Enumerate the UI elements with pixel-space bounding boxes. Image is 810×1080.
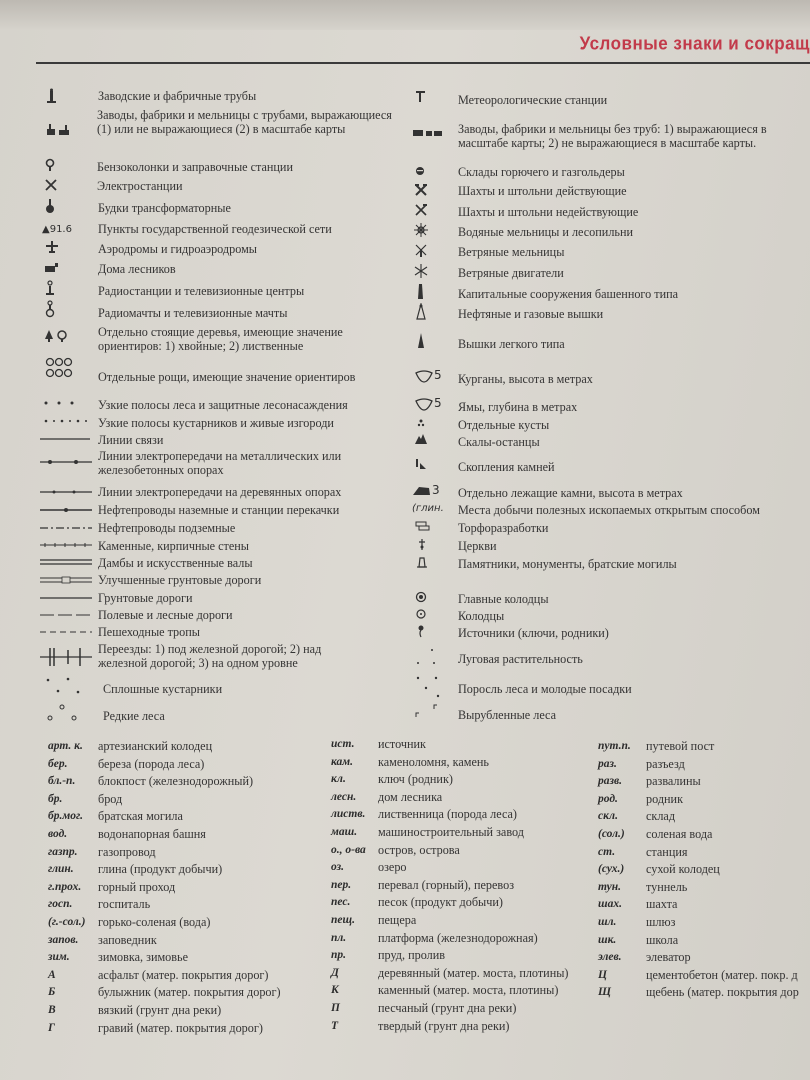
- legend-item: Улучшенные грунтовые дороги: [98, 573, 262, 587]
- continuous-shrubs-icon: [44, 675, 84, 699]
- abbreviation-definition: зимовка, зимовье: [98, 950, 189, 964]
- communication-line-icon: [40, 434, 92, 444]
- abbreviation: тун.: [598, 881, 622, 893]
- legend-item: Заводские и фабричные трубы: [98, 89, 257, 103]
- power-station-icon: [44, 178, 58, 192]
- legend-item: Нефтепроводы наземные и станции перекачки: [98, 503, 340, 517]
- abbreviation-definition: машиностроительный завод: [378, 825, 524, 839]
- pipeline-surface-icon: [40, 505, 94, 515]
- abbreviation: бр.: [48, 793, 63, 805]
- abbreviation-definition: братская могила: [98, 809, 183, 823]
- abbreviation-definition: станция: [646, 845, 688, 859]
- power-line-metal-icon: [40, 457, 94, 467]
- pipeline-underground-icon: [40, 523, 94, 533]
- abbreviation: ист.: [331, 738, 355, 750]
- mound-icon: [414, 368, 442, 383]
- peat-icon: [414, 520, 430, 532]
- abbreviation: пр.: [331, 949, 347, 961]
- abbreviation: арт. к.: [48, 740, 83, 752]
- legend-item: Радиомачты и телевизионные мачты: [98, 306, 288, 320]
- legend-item: Луговая растительность: [458, 652, 583, 666]
- abbreviation: вод.: [48, 828, 68, 840]
- abbreviation-definition: ключ (родник): [378, 772, 453, 786]
- legend-item: Полевые и лесные дороги: [98, 608, 233, 622]
- improved-road-icon: [40, 575, 94, 585]
- boulder-height: 3: [432, 483, 440, 497]
- legend-item: Линии электропередачи на деревянных опорах: [98, 485, 342, 499]
- legend-item: Нефтяные и газовые вышки: [458, 307, 604, 321]
- legend-item: Источники (ключи, родники): [458, 626, 609, 640]
- abbreviation-definition: цементобетон (матер. покр. д: [646, 968, 798, 982]
- abbreviation: шк.: [598, 934, 617, 946]
- tower-icon: [416, 283, 426, 301]
- page-title: Условные знаки и сокращ: [579, 33, 810, 54]
- abbreviation-definition: песчаный (грунт дна реки): [378, 1001, 517, 1015]
- abbreviation: г.прох.: [48, 881, 82, 893]
- factory-no-chimney-icon: [412, 128, 444, 138]
- abbreviation-definition: элеватор: [646, 950, 691, 964]
- legend-item: Бензоколонки и заправочные станции: [97, 160, 293, 174]
- airfield-icon: [44, 240, 60, 254]
- abbreviation-definition: каменный (матер. моста, плотины): [378, 983, 559, 997]
- rock-outlier-icon: [414, 433, 428, 445]
- legend-item: Редкие леса: [103, 709, 165, 723]
- legend-item: Электростанции: [97, 179, 183, 193]
- stone-cluster-icon: [414, 457, 430, 471]
- legend-item: Пешеходные тропы: [98, 625, 200, 639]
- abbreviation-definition: гравий (матер. покрытия дорог): [98, 1021, 263, 1035]
- fuel-depot-icon: [415, 165, 427, 177]
- forest-strip-icon: [42, 398, 90, 408]
- abbreviation: К: [331, 984, 339, 996]
- abbreviation: бл.-п.: [48, 775, 76, 787]
- legend-item: Радиостанции и телевизионные центры: [98, 284, 305, 298]
- legend-item: Линии связи: [98, 433, 164, 447]
- legend-item: Вышки легкого типа: [458, 337, 565, 351]
- legend-item: Переезды: 1) под железной дорогой; 2) над железной дорогой; 3) на одном уровне: [98, 642, 322, 670]
- legend-item: Ветряные двигатели: [458, 266, 564, 280]
- oil-rig-icon: [416, 303, 426, 321]
- abbreviation-definition: шлюз: [646, 915, 676, 929]
- abbreviation-definition: булыжник (матер. покрытия дорог): [98, 985, 281, 999]
- single-bush-icon: [416, 417, 428, 429]
- abbreviation-definition: платформа (железнодорожная): [378, 931, 538, 945]
- abbreviation-definition: развалины: [646, 774, 701, 788]
- abbreviation: Д: [331, 967, 339, 979]
- light-tower-icon: [416, 332, 426, 350]
- abbreviation: бр.мог.: [48, 810, 83, 822]
- legend-item: Нефтепроводы подземные: [98, 521, 236, 535]
- abbreviation-definition: соленая вода: [646, 827, 713, 841]
- legend-item: Отдельно лежащие камни, высота в метрах: [458, 486, 683, 500]
- abbreviation-definition: шахта: [646, 897, 678, 911]
- stone-wall-icon: [40, 540, 94, 550]
- legend-item: Колодцы: [458, 609, 505, 623]
- abbreviation: Б: [48, 986, 56, 998]
- legend-item: Водяные мельницы и лесопильни: [458, 225, 634, 239]
- wind-engine-icon: [414, 264, 428, 278]
- abbreviation: Т: [331, 1020, 339, 1032]
- water-mill-icon: [414, 223, 428, 237]
- abbreviation-definition: путевой пост: [646, 739, 715, 753]
- legend-item: Каменные, кирпичные стены: [98, 539, 249, 553]
- pit-depth: 5: [434, 396, 442, 410]
- abbreviation: глин.: [48, 863, 74, 875]
- factory-with-chimney-icon: [45, 123, 73, 137]
- header-rule: [36, 62, 810, 64]
- legend-item: Курганы, высота в метрах: [458, 372, 593, 386]
- legend-item: Дамбы и искусственные валы: [98, 556, 253, 570]
- legend-item: Отдельные рощи, имеющие значение ориентиров: [98, 370, 356, 384]
- abbreviation-definition: госпиталь: [98, 897, 151, 911]
- sparse-forest-icon: [44, 702, 84, 724]
- geodetic-point-height: 91.6: [49, 224, 72, 235]
- mound-height: 5: [434, 368, 442, 382]
- forester-house-icon: [44, 261, 60, 273]
- inactive-mine-icon: [414, 203, 428, 217]
- shrub-strip-icon: [42, 416, 92, 426]
- abbreviation: А: [48, 969, 56, 981]
- abbreviation-definition: асфальт (матер. покрытия дорог): [98, 968, 269, 982]
- abbreviation-definition: деревянный (матер. моста, плотины): [378, 966, 569, 980]
- abbreviation-definition: береза (порода леса): [98, 757, 205, 771]
- abbreviation: (сол.): [598, 828, 625, 840]
- abbreviation-definition: озеро: [378, 860, 407, 874]
- abbreviation-definition: сухой колодец: [646, 862, 720, 876]
- monument-icon: [416, 555, 428, 569]
- abbreviation: лесн.: [331, 791, 357, 803]
- dirt-road-icon: [40, 593, 94, 603]
- legend-item: Склады горючего и газгольдеры: [458, 165, 625, 179]
- legend-item: Места добычи полезных ископаемых открытым способом: [458, 503, 760, 517]
- radio-mast-icon: [45, 300, 57, 318]
- abbreviation-definition: туннель: [646, 880, 688, 894]
- abbreviation: элев.: [598, 951, 622, 963]
- legend-item: Скалы-останцы: [458, 435, 540, 449]
- young-forest-icon: [414, 674, 444, 700]
- felled-forest-icon: [414, 703, 444, 721]
- abbreviation: листв.: [331, 808, 366, 820]
- abbreviation-definition: глина (продукт добычи): [98, 862, 223, 876]
- abbreviation-definition: артезианский колодец: [98, 739, 213, 753]
- legend-item: Сплошные кустарники: [103, 682, 223, 696]
- abbreviation: (г.-сол.): [48, 916, 86, 928]
- pit-icon: [414, 396, 442, 411]
- abbreviation: шах.: [598, 898, 622, 910]
- page-top-shadow: [0, 0, 810, 30]
- gas-station-icon: [44, 158, 58, 172]
- abbreviation: Щ: [598, 986, 611, 998]
- abbreviation: пут.п.: [598, 740, 631, 752]
- legend-item: Грунтовые дороги: [98, 591, 193, 605]
- abbreviation-definition: остров, острова: [378, 843, 460, 857]
- legend-item: Узкие полосы леса и защитные лесонасаждения: [98, 398, 348, 412]
- legend-item: Узкие полосы кустарников и живые изгороди: [98, 416, 334, 430]
- abbreviation: пл.: [331, 932, 347, 944]
- abbreviation-definition: горько-соленая (вода): [98, 915, 211, 929]
- abbreviation-definition: вязкий (грунт дна реки): [98, 1003, 222, 1017]
- abbreviation: кл.: [331, 773, 346, 785]
- field-road-icon: [40, 610, 94, 620]
- radio-station-icon: [45, 280, 57, 296]
- legend-item: Памятники, монументы, братские могилы: [458, 557, 677, 571]
- abbreviation: скл.: [598, 810, 618, 822]
- meadow-icon: [414, 647, 438, 667]
- footpath-icon: [40, 627, 94, 637]
- abbreviation-definition: источник: [378, 737, 426, 751]
- abbreviation-definition: твердый (грунт дна реки): [378, 1019, 510, 1033]
- dam-icon: [40, 557, 94, 567]
- abbreviation-definition: заповедник: [98, 933, 157, 947]
- legend-item: Ямы, глубина в метрах: [458, 400, 578, 414]
- active-mine-icon: [414, 183, 428, 197]
- well-icon: [415, 608, 427, 620]
- abbreviation-definition: газопровод: [98, 845, 156, 859]
- abbreviation: пер.: [331, 879, 352, 891]
- abbreviation: запов.: [48, 934, 79, 946]
- legend-item: Поросль леса и молодые посадки: [458, 682, 632, 696]
- abbreviation: бер.: [48, 758, 68, 770]
- abbreviation-definition: блокпост (железнодорожный): [98, 774, 254, 788]
- abbreviation: зим.: [48, 951, 70, 963]
- legend-item: Аэродромы и гидроаэродромы: [98, 242, 257, 256]
- abbreviation: Г: [48, 1022, 55, 1034]
- abbreviation-definition: школа: [646, 933, 679, 947]
- legend-item: Торфоразработки: [458, 521, 549, 535]
- legend-item: Шахты и штольни действующие: [458, 184, 627, 198]
- abbreviation-definition: каменоломня, камень: [378, 755, 489, 769]
- legend-item: Метеорологические станции: [458, 93, 608, 107]
- abbreviation: ст.: [598, 846, 616, 858]
- abbreviation-definition: родник: [646, 792, 684, 806]
- power-line-wood-icon: [40, 487, 94, 497]
- church-icon: [417, 538, 427, 552]
- legend-item: Заводы, фабрики и мельницы с трубами, выражающиеся (1) или не выражающиеся (2) в масштабе карты: [97, 108, 392, 136]
- abbreviation-definition: лиственница (порода леса): [378, 807, 517, 821]
- abbreviation: о., о-ва: [331, 844, 366, 856]
- legend-item: Капитальные сооружения башенного типа: [458, 287, 679, 301]
- abbreviation-definition: склад: [646, 809, 676, 823]
- spring-icon: [416, 624, 428, 638]
- legend-item: Вырубленные леса: [458, 708, 557, 722]
- legend-item: Шахты и штольни недействующие: [458, 205, 639, 219]
- abbreviation-definition: пруд, пролив: [378, 948, 445, 962]
- abbreviation: газпр.: [48, 846, 78, 858]
- abbreviation: (сух.): [598, 863, 625, 875]
- legend-item: Будки трансформаторные: [98, 201, 231, 215]
- abbreviation: пещ.: [331, 914, 355, 926]
- boulder-icon: [412, 483, 440, 497]
- abbreviation-definition: щебень (матер. покрытия дор: [646, 985, 799, 999]
- abbreviation: род.: [598, 793, 618, 805]
- legend-item: Пункты государственной геодезической сети: [98, 222, 332, 236]
- open-pit-label: глин.: [415, 503, 444, 514]
- abbreviation-definition: песок (продукт добычи): [378, 895, 503, 909]
- weather-station-icon: [415, 90, 427, 104]
- abbreviation: шл.: [598, 916, 617, 928]
- abbreviation-definition: водонапорная башня: [98, 827, 206, 841]
- abbreviation-definition: перевал (горный), перевоз: [378, 878, 515, 892]
- open-pit-icon: (глин.: [412, 503, 444, 514]
- legend-item: Отдельные кусты: [458, 418, 550, 432]
- abbreviation-definition: разъезд: [646, 757, 685, 771]
- abbreviation: В: [48, 1004, 56, 1016]
- abbreviation: оз.: [331, 861, 344, 873]
- abbreviation: Ц: [598, 969, 607, 981]
- abbreviation-definition: пещера: [378, 913, 417, 927]
- single-tree-icon: [44, 329, 70, 343]
- legend-item: Отдельно стоящие деревья, имеющие значение ориентиров: 1) хвойные; 2) лиственные: [98, 325, 343, 353]
- main-well-icon: [415, 591, 427, 603]
- grove-icon: [44, 356, 74, 384]
- abbreviation: разв.: [598, 775, 622, 787]
- abbreviation: П: [331, 1002, 340, 1014]
- legend-item: Дома лесников: [98, 262, 176, 276]
- abbreviation-definition: горный проход: [98, 880, 176, 894]
- legend-item: Ветряные мельницы: [458, 245, 565, 259]
- legend-item: Церкви: [458, 539, 497, 553]
- legend-item: Главные колодцы: [458, 592, 549, 606]
- abbreviation-definition: брод: [98, 792, 123, 806]
- abbreviation: госп.: [48, 898, 73, 910]
- abbreviation: маш.: [331, 826, 358, 838]
- abbreviation: кам.: [331, 756, 354, 768]
- legend-item: Скопления камней: [458, 460, 555, 474]
- legend-item: Линии электропередачи на металлических или железобетонных опорах: [98, 449, 342, 477]
- abbreviation: раз.: [598, 758, 617, 770]
- transformer-icon: [44, 198, 58, 214]
- abbreviation: пес.: [331, 896, 351, 908]
- geodetic-point-icon: ▲91.6: [42, 224, 72, 235]
- legend-item: Заводы, фабрики и мельницы без труб: 1) выражающиеся в масштабе карты; 2) не выражающиеся в масштабе карты.: [458, 122, 767, 150]
- crossing-icon: [40, 646, 94, 668]
- windmill-icon: [414, 243, 428, 257]
- abbreviation-definition: дом лесника: [378, 790, 443, 804]
- factory-chimney-icon: [45, 88, 59, 104]
